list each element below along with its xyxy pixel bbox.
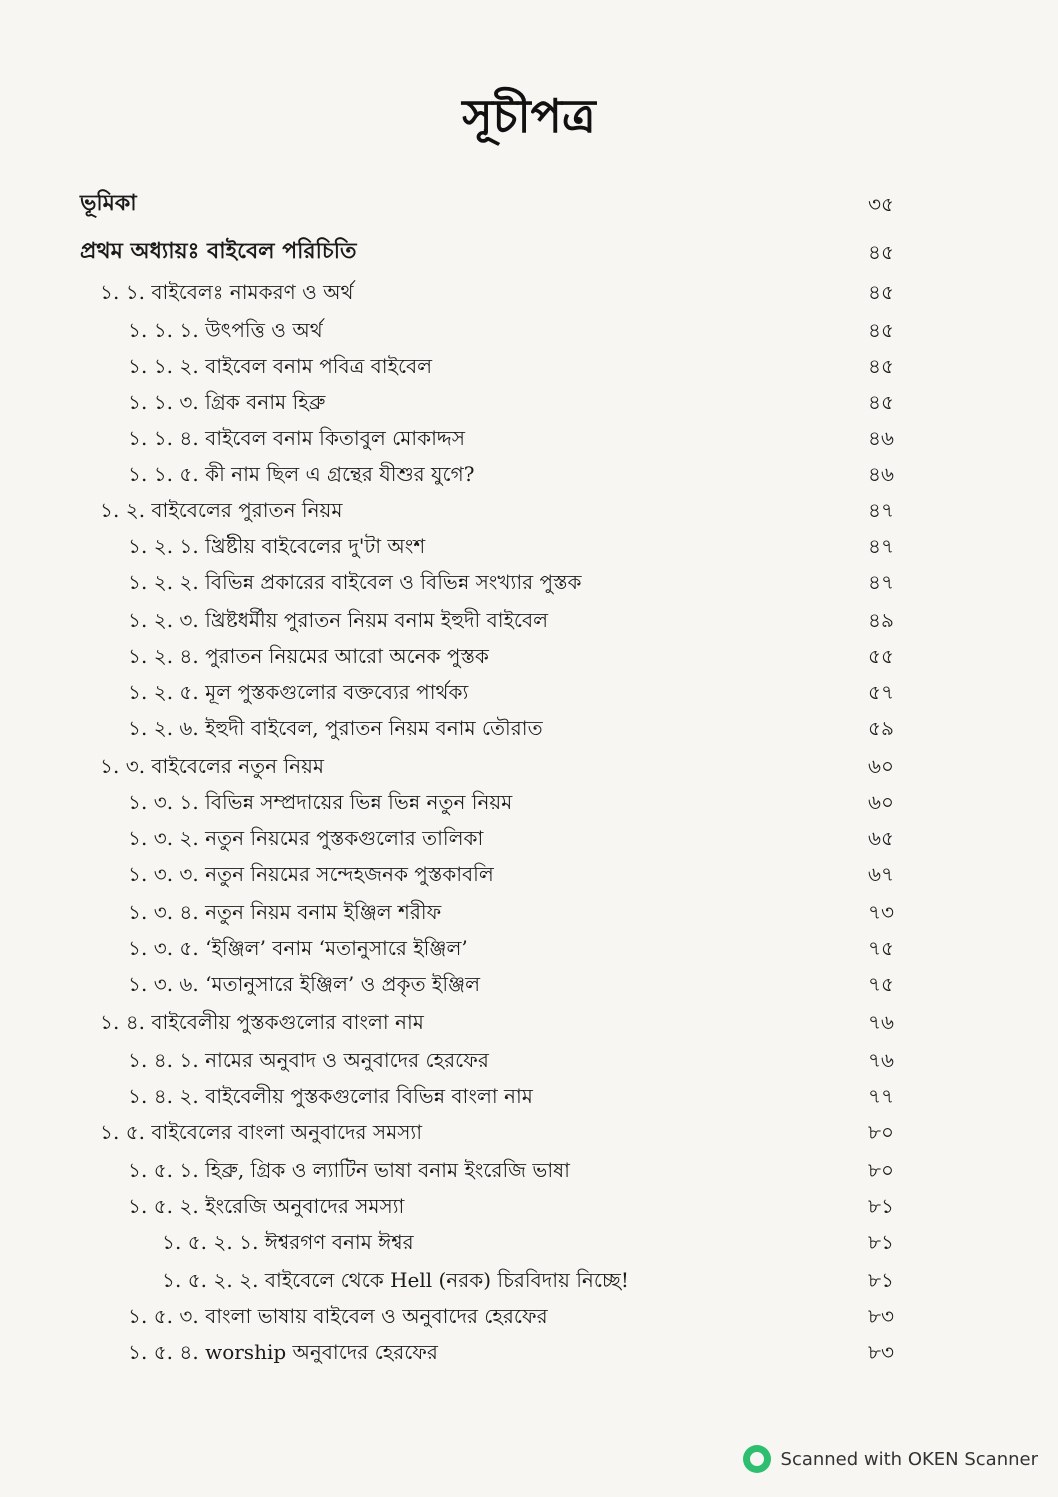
toc-entry xyxy=(0,564,1058,600)
toc-entry-label: ১. ৪. ১. নামের অনুবাদ ও অনুবাদের হেরফের xyxy=(128,1048,489,1072)
toc-entry-label: ১. ২. ৫. মূল পুস্তকগুলোর বক্তব্যের পার্থক্য xyxy=(128,680,469,704)
toc-entry-label: ১. ৩. ২. নতুন নিয়মের পুস্তকগুলোর তালিকা xyxy=(128,826,484,850)
toc-entry xyxy=(0,234,1058,270)
toc-entry-page: ৬৭ xyxy=(868,862,895,886)
toc-entry-label: ১. ৩. ৩. নতুন নিয়মের সন্দেহজনক পুস্তকাবলি xyxy=(128,862,494,886)
toc-entry-label: ১. ৫. ২. ২. বাইবেলে থেকে Hell (নরক) চিরবিদায় নিচ্ছে! xyxy=(162,1268,629,1292)
toc-entry xyxy=(0,384,1058,420)
toc-entry-label: ১. ৩. ১. বিভিন্ন সম্প্রদায়ের ভিন্ন ভিন্ন নতুন নিয়ম xyxy=(128,790,513,814)
toc-entry xyxy=(0,1188,1058,1224)
toc-entry xyxy=(0,492,1058,528)
toc-entry-page: ৫৫ xyxy=(868,644,894,668)
toc-entry-page: ৫৯ xyxy=(868,716,894,740)
toc-entry-page: ৬০ xyxy=(868,790,895,814)
watermark-text: Scanned with OKEN Scanner xyxy=(780,1448,1038,1470)
toc-entry xyxy=(0,528,1058,564)
toc-entry-page: ৪৫ xyxy=(868,240,894,264)
toc-entry-label: ১. ৩. ৪. নতুন নিয়ম বনাম ইঞ্জিল শরীফ xyxy=(128,900,442,924)
toc-entry xyxy=(0,1004,1058,1040)
scanner-logo-icon xyxy=(743,1445,771,1473)
toc-entry xyxy=(0,274,1058,310)
toc-entry xyxy=(0,820,1058,856)
toc-entry xyxy=(0,1114,1058,1150)
toc-entry-page: ৮০ xyxy=(868,1158,894,1182)
toc-entry-page: ৫৭ xyxy=(868,680,894,704)
toc-entry xyxy=(0,1262,1058,1298)
toc-entry xyxy=(0,894,1058,930)
toc-entry xyxy=(0,1042,1058,1078)
toc-entry xyxy=(0,930,1058,966)
toc-entry-page: ৩৫ xyxy=(868,192,894,216)
toc-entry-page: ৭৫ xyxy=(868,972,894,996)
toc-entry-label: প্রথম অধ্যায়ঃ বাইবেল পরিচিতি xyxy=(80,239,357,264)
toc-entry-page: ৬৫ xyxy=(868,826,894,850)
toc-entry-page: ৮১ xyxy=(868,1230,894,1254)
toc-entry-page: ৭৭ xyxy=(868,1084,895,1108)
toc-entry-label: ১. ২. ৪. পুরাতন নিয়মের আরো অনেক পুস্তক xyxy=(128,644,489,668)
scanner-watermark xyxy=(743,1445,1038,1473)
toc-entry-label: ১. ৫. ২. ইংরেজি অনুবাদের সমস্যা xyxy=(128,1194,405,1218)
toc-entry-page: ৪৭ xyxy=(868,570,894,594)
toc-entry-label: ১. ৪. ২. বাইবেলীয় পুস্তকগুলোর বিভিন্ন বাংলা নাম xyxy=(128,1084,533,1108)
toc-entry-label: ১. ১. ৩. গ্রিক বনাম হিব্রু xyxy=(128,390,326,414)
toc-entry xyxy=(0,312,1058,348)
toc-entry-page: ৪৬ xyxy=(868,426,894,450)
toc-entry-label: ১. ২. ৬. ইহুদী বাইবেল, পুরাতন নিয়ম বনাম তৌরাত xyxy=(128,716,543,740)
toc-entry-label: ১. ৩. ৬. ‘মতানুসারে ইঞ্জিল’ ও প্রকৃত ইঞ্জিল xyxy=(128,972,481,996)
toc-entry-page: ৮৩ xyxy=(868,1340,894,1364)
toc-entry xyxy=(0,638,1058,674)
toc-entry xyxy=(0,1152,1058,1188)
toc-entry-label: ১. ২. ১. খ্রিষ্টীয় বাইবেলের দু'টা অংশ xyxy=(128,534,426,558)
toc-entry xyxy=(0,710,1058,746)
toc-entry-page: ৪৫ xyxy=(868,318,894,342)
toc-entry-page: ৮৩ xyxy=(868,1304,894,1328)
toc-entry-label: ১. ৫. ৪. worship অনুবাদের হেরফের xyxy=(128,1340,438,1364)
toc-entry-label: ১. ৩. ৫. ‘ইঞ্জিল’ বনাম ‘মতানুসারে ইঞ্জিল’ xyxy=(128,936,468,960)
toc-entry-label: ১. ৪. বাইবেলীয় পুস্তকগুলোর বাংলা নাম xyxy=(100,1010,424,1034)
toc-entry-label: ১. ৫. ১. হিব্রু, গ্রিক ও ল্যাটিন ভাষা বনাম ইংরেজি ভাষা xyxy=(128,1158,570,1182)
toc-entry xyxy=(0,602,1058,638)
toc-entry-page: ৪৬ xyxy=(868,462,894,486)
toc-entry-label: ১. ৫. ২. ১. ঈশ্বরগণ বনাম ঈশ্বর xyxy=(162,1230,414,1254)
toc-entry-page: ৪৭ xyxy=(868,498,894,522)
toc-entry-page: ৭৬ xyxy=(868,1048,895,1072)
toc-entry xyxy=(0,1224,1058,1260)
toc-entry xyxy=(0,1298,1058,1334)
toc-entry-page: ৭৫ xyxy=(868,936,894,960)
toc-entry xyxy=(0,784,1058,820)
toc-entry-page: ৪৫ xyxy=(868,354,894,378)
toc-entry-page: ৪৫ xyxy=(868,280,894,304)
page-title: সূচীপত্র xyxy=(462,89,596,143)
toc-entry xyxy=(0,674,1058,710)
toc-entry-label: ১. ২. ৩. খ্রিষ্টধর্মীয় পুরাতন নিয়ম বনাম ইহুদী বাইবেল xyxy=(128,608,548,632)
toc-entry-page: ৮১ xyxy=(868,1268,894,1292)
toc-entry xyxy=(0,856,1058,892)
toc-entry-label: ১. ১. ৪. বাইবেল বনাম কিতাবুল মোকাদ্দস xyxy=(128,426,465,450)
toc-entry-label: ১. ৩. বাইবেলের নতুন নিয়ম xyxy=(100,754,324,778)
toc-entry-page: ৭৬ xyxy=(868,1010,895,1034)
toc-entry xyxy=(0,966,1058,1002)
toc-entry-label: ১. ১. ১. উৎপত্তি ও অর্থ xyxy=(128,318,323,342)
toc-entry-page: ৬০ xyxy=(868,754,895,778)
toc-entry-label: ১. ১. ৫. কী নাম ছিল এ গ্রন্থের যীশুর যুগে? xyxy=(128,462,475,486)
toc-entry-label: ১. ৫. ৩. বাংলা ভাষায় বাইবেল ও অনুবাদের হেরফের xyxy=(128,1304,548,1328)
toc-entry xyxy=(0,420,1058,456)
toc-entry-page: ৪৫ xyxy=(868,390,894,414)
toc-entry xyxy=(0,348,1058,384)
toc-entry xyxy=(0,1334,1058,1370)
toc-entry xyxy=(0,186,1058,222)
toc-entry xyxy=(0,748,1058,784)
toc-entry-label: ১. ৫. বাইবেলের বাংলা অনুবাদের সমস্যা xyxy=(100,1120,423,1144)
toc-entry-page: ৮১ xyxy=(868,1194,894,1218)
toc-entry-label: ভূমিকা xyxy=(80,191,137,216)
toc-entry-label: ১. ১. ২. বাইবেল বনাম পবিত্র বাইবেল xyxy=(128,354,433,378)
toc-entry-page: ৪৯ xyxy=(868,608,894,632)
toc-entry-label: ১. ২. বাইবেলের পুরাতন নিয়ম xyxy=(100,498,343,522)
toc-entry-label: ১. ১. বাইবেলঃ নামকরণ ও অর্থ xyxy=(100,280,354,304)
toc-entry-page: ৭৩ xyxy=(868,900,895,924)
toc-entry-label: ১. ২. ২. বিভিন্ন প্রকারের বাইবেল ও বিভিন্ন সংখ্যার পুস্তক xyxy=(128,570,582,594)
toc-entry xyxy=(0,1078,1058,1114)
toc-entry-page: ৮০ xyxy=(868,1120,894,1144)
toc-entry xyxy=(0,456,1058,492)
toc-entry-page: ৪৭ xyxy=(868,534,894,558)
